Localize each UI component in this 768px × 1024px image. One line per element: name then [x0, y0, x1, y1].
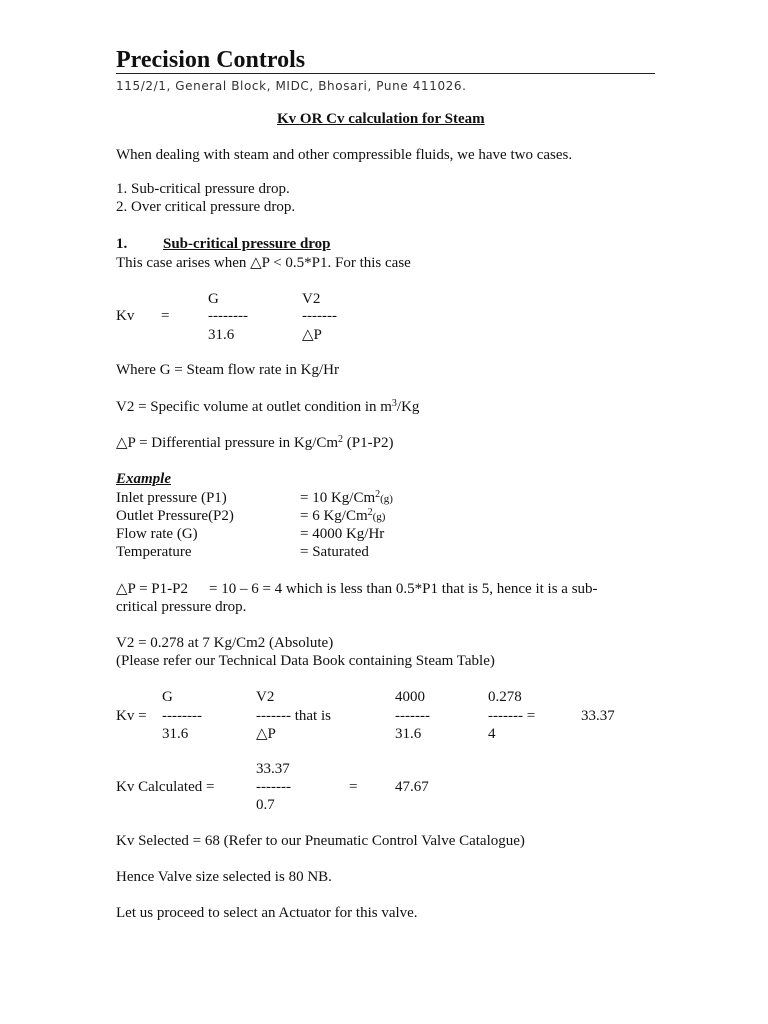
- kv-calc-den: 4: [488, 726, 496, 742]
- example-heading: Example: [116, 471, 171, 487]
- example-value: = 4000 Kg/Hr: [300, 526, 385, 542]
- proceed-text: Let us proceed to select an Actuator for this valve.: [116, 905, 418, 921]
- example-value: = Saturated: [300, 544, 369, 560]
- formula-numerator-g: G: [208, 291, 219, 307]
- header-rule: [116, 73, 655, 74]
- example-value: = 10 Kg/Cm$^2$(g): [300, 489, 393, 506]
- kv-calc-dash: ------- that is: [256, 708, 331, 724]
- kv-calc-dash: --------: [162, 708, 202, 724]
- dp-calc-rhs: = 10 – 6 = 4 which is less than 0.5*P1 that is 5, hence it is a sub-: [209, 581, 598, 597]
- kv-calculated-num: 33.37: [256, 761, 290, 777]
- kv-selected: Kv Selected = 68 (Refer to our Pneumatic Control Valve Catalogue): [116, 833, 525, 849]
- formula-numerator-v2: V2: [302, 291, 321, 307]
- kv-calc-num: G: [162, 689, 173, 705]
- formula-equals: =: [161, 308, 170, 324]
- kv-calculated-dash: -------: [256, 779, 291, 795]
- kv-calc-lhs: Kv =: [116, 708, 147, 724]
- intro-text: When dealing with steam and other compressible fluids, we have two cases.: [116, 147, 573, 163]
- definition-dp: △P = Differential pressure in Kg/Cm$^2$ (P1-P2): [116, 434, 394, 451]
- kv-calc-dash: ------- =: [488, 708, 536, 724]
- section-text: This case arises when △P < 0.5*P1. For this case: [116, 255, 411, 271]
- kv-calc-num: 0.278: [488, 689, 522, 705]
- kv-calculated-result: 47.67: [395, 779, 429, 795]
- v2-reference: (Please refer our Technical Data Book containing Steam Table): [116, 653, 495, 669]
- formula-dash: --------: [208, 308, 248, 324]
- case-item: 2. Over critical pressure drop.: [116, 199, 296, 215]
- definition-g: Where G = Steam flow rate in Kg/Hr: [116, 362, 339, 378]
- example-label: Outlet Pressure(P2): [116, 508, 234, 524]
- section-heading: Sub-critical pressure drop: [163, 236, 331, 252]
- dp-calc-lhs: △P = P1-P2: [116, 581, 188, 597]
- kv-calc-result: 33.37: [581, 708, 615, 724]
- kv-calculated-label: Kv Calculated =: [116, 779, 215, 795]
- example-label: Temperature: [116, 544, 192, 560]
- formula-lhs: Kv: [116, 308, 135, 324]
- case-item: 1. Sub-critical pressure drop.: [116, 181, 290, 197]
- example-value: = 6 Kg/Cm$^2$(g): [300, 507, 386, 524]
- section-number: 1.: [116, 236, 128, 252]
- kv-calc-den: △P: [256, 726, 276, 742]
- kv-calc-dash: -------: [395, 708, 430, 724]
- kv-calculated-den: 0.7: [256, 797, 275, 813]
- kv-calc-den: 31.6: [395, 726, 422, 742]
- v2-value: V2 = 0.278 at 7 Kg/Cm2 (Absolute): [116, 635, 334, 651]
- dp-calc-continued: critical pressure drop.: [116, 599, 247, 615]
- company-name: Precision Controls: [116, 47, 306, 73]
- page-title: Kv OR Cv calculation for Steam: [277, 111, 485, 127]
- formula-denominator: 31.6: [208, 327, 235, 343]
- company-address: 115/2/1, General Block, MIDC, Bhosari, Pune 411026.: [116, 79, 467, 93]
- example-label: Inlet pressure (P1): [116, 490, 227, 506]
- kv-calc-num: 4000: [395, 689, 425, 705]
- valve-size: Hence Valve size selected is 80 NB.: [116, 869, 332, 885]
- kv-calc-num: V2: [256, 689, 275, 705]
- definition-v2: V2 = Specific volume at outlet condition in $m^3/Kg$: [116, 398, 420, 415]
- kv-calc-den: 31.6: [162, 726, 189, 742]
- formula-denominator: △P: [302, 327, 322, 343]
- example-label: Flow rate (G): [116, 526, 198, 542]
- formula-dash: -------: [302, 308, 337, 324]
- kv-calculated-equals: =: [349, 779, 358, 795]
